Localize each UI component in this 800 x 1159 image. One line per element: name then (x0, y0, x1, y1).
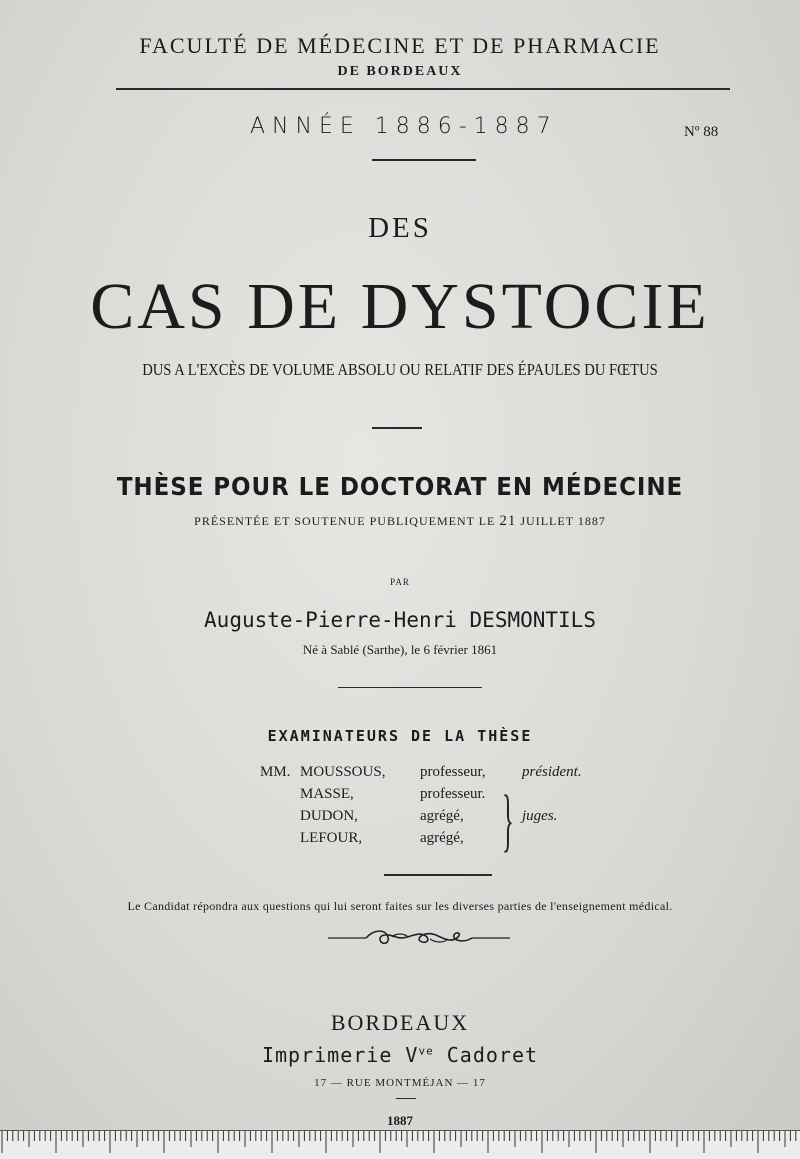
title-prefix: DES (368, 212, 432, 244)
imprint-city: BORDEAUX (330, 1010, 470, 1035)
examiner-role-juges: juges. (522, 808, 558, 824)
author-rule (338, 687, 482, 688)
printer-name (0, 1043, 800, 1067)
academic-year: ANNÉE 1886-1887 (250, 114, 558, 139)
faculty-city: DE BORDEAUX (337, 64, 463, 79)
examiner-names (300, 761, 385, 849)
faculty-name: FACULTÉ DE MÉDECINE ET DE PHARMACIE (139, 33, 661, 58)
presentation-line (0, 513, 800, 530)
examiners-mm: MM. (260, 764, 291, 780)
flourish-ornament-icon (326, 925, 512, 951)
examiner-name: MOUSSOUS, (300, 764, 386, 780)
subtitle: DUS A L'EXCÈS DE VOLUME ABSOLU OU RELATIF DES ÉPAULES DU FŒTUS (142, 360, 658, 379)
printer-name-post: Cadoret (433, 1043, 539, 1067)
examiner-titles (420, 761, 486, 849)
presentation-prefix: PRÉSENTÉE ET SOUTENUE PUBLIQUEMENT LE (194, 514, 496, 528)
presentation-suffix: JUILLET 1887 (520, 514, 606, 528)
candidate-note: Le Candidat répondra aux questions qui lui seront faites sur les diverses parties de l'enseignement médical. (127, 899, 673, 913)
year-underline (372, 159, 476, 161)
subtitle-rule (372, 427, 422, 429)
examiner-title: agrégé, (420, 808, 464, 824)
printer-name-pre: Imprimerie V (261, 1043, 419, 1067)
examiner-name: LEFOUR, (300, 830, 363, 846)
examiner-title: professeur, (420, 764, 486, 780)
imprint-year: 1887 (387, 1113, 413, 1128)
examiner-title: professeur. (420, 786, 486, 802)
examiner-name: MASSE, (300, 786, 354, 802)
printer-name-sup: ve (418, 1044, 434, 1058)
par-label: PAR (390, 577, 410, 587)
juges-brace: } (502, 782, 514, 859)
thesis-heading: THÈSE POUR LE DOCTORAT EN MÉDECINE (116, 472, 684, 501)
measuring-ruler (0, 1130, 800, 1159)
examiners-heading: EXAMINATEURS DE LA THÈSE (267, 727, 533, 745)
author-birth: Né à Sablé (Sarthe), le 6 février 1861 (302, 642, 498, 657)
author-name: Auguste-Pierre-Henri DESMONTILS (204, 608, 596, 632)
presentation-day: 21 (499, 513, 517, 529)
examiners-prefix (260, 761, 290, 783)
main-title: CAS DE DYSTOCIE (90, 270, 710, 343)
ruler-ticks (0, 1131, 800, 1159)
printer-address: 17 — RUE MONTMÉJAN — 17 (314, 1077, 486, 1089)
examiner-role-president: président. (522, 764, 582, 780)
examiner-name: DUDON, (300, 808, 358, 824)
examiners-rule (384, 874, 492, 876)
examiner-title: agrégé, (420, 830, 464, 846)
header-rule (116, 88, 730, 90)
thesis-number: Nº 88 (684, 124, 719, 140)
address-rule (396, 1098, 416, 1099)
